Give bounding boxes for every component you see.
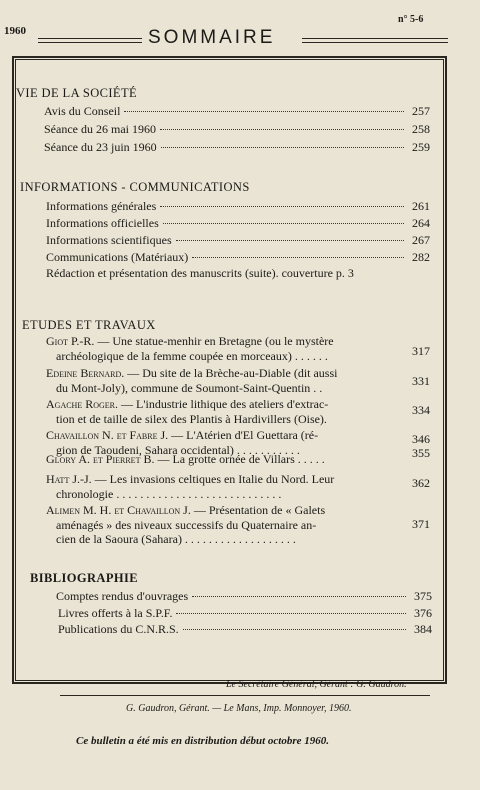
toc-page: 267 [412,233,430,247]
toc-page: 259 [412,140,430,154]
article-page: 331 [412,374,430,388]
toc-row [58,622,432,637]
toc-page: 264 [412,216,430,230]
leader-dots [176,613,406,614]
leader-dots [176,240,404,241]
toc-label: Séance du 26 mai 1960 [44,122,156,136]
toc-page: 384 [414,622,432,636]
article-title-line: aménagés » des niveaux successifs du Quaternaire an- [56,517,317,532]
article-title-line: — Une statue-menhir en Bretagne (ou le mystère [97,334,334,348]
toc-row [46,216,430,231]
page-title: SOMMAIRE [148,27,276,48]
article-title-line: — Présentation de « Galets [193,503,326,517]
toc-page: 376 [414,606,432,620]
distribution-line: Ce bulletin a été mis en distribution début octobre 1960. [76,735,330,747]
section-heading-biblio: BIBLIOGRAPHIE [30,571,139,585]
article-author: Chavaillon N. et Fabre J. [46,428,169,442]
header-rule-right [302,38,448,43]
leader-dots [163,223,404,224]
toc-label: Communications (Matériaux) [46,250,189,264]
toc-label: Comptes rendus d'ouvrages [56,589,189,603]
article-title-line: du Mont-Joly), commune de Soumont-Saint-Quentin . . [56,380,323,395]
article-page: 371 [412,517,430,531]
toc-label: Informations officielles [46,216,159,230]
article-page: 317 [412,344,430,358]
article-author: Giot P.-R. [46,334,95,348]
toc-label: Avis du Conseil [44,104,121,118]
toc-page: 375 [414,589,432,603]
issue-number: n° 5-6 [398,14,424,25]
article-author: Edeine Bernard. [46,366,125,380]
article-page: 355 [412,446,430,460]
leader-dots [124,111,404,112]
leader-dots [183,629,406,630]
article-title-line: — Du site de la Brèche-au-Diable (dit aussi [127,366,338,380]
toc-label: Informations scientifiques [46,233,172,247]
year-label: 1960 [4,25,26,37]
printer-line: G. Gaudron, Gérant. — Le Mans, Imp. Monnoyer, 1960. [126,703,352,714]
toc-row [46,233,430,248]
article-title-line: tion et de taille de silex des Plantis à Hardivillers (Oise). [56,411,327,426]
toc-label: Informations générales [46,199,157,213]
article-page: 334 [412,403,430,417]
section-heading-info: INFORMATIONS - COMMUNICATIONS [20,180,250,194]
article-author: Hatt J.-J. [46,472,92,486]
toc-row [46,199,430,214]
leader-dots [160,206,404,207]
article-title-line: gion de Taoudeni, Sahara occidental) . . . . . . . . . . . [56,442,300,457]
leader-dots [160,129,404,130]
redaction-text: Rédaction et présentation des manuscrits (suite). couverture p. 3 [46,266,354,280]
toc-page: 282 [412,250,430,264]
toc-row [44,140,430,155]
section-heading-etudes: ETUDES ET TRAVAUX [22,318,156,332]
article-title-line: archéologique de la femme coupée en morceaux) . . . . . . [56,348,328,363]
article-entry [46,334,430,363]
toc-page: 257 [412,104,430,118]
toc-label: Livres offerts à la S.P.F. [58,606,173,620]
article-title-line: cien de la Saoura (Sahara) . . . . . . . . . . . . . . . . . . . [56,532,296,546]
toc-page: 261 [412,199,430,213]
toc-label: Publications du C.N.R.S. [58,622,179,636]
article-title-line: — La grotte ornée de Villars . . . . . [157,452,325,466]
article-title-line: chronologie . . . . . . . . . . . . . . . . . . . . . . . . . . . . [56,486,282,501]
article-author: Agache Roger. [46,397,119,411]
toc-row [58,606,432,621]
leader-dots [161,147,404,148]
article-entry [46,366,430,395]
article-entry [46,397,430,426]
toc-row [56,589,432,604]
toc-row [44,104,430,119]
article-title-line: — L'industrie lithique des ateliers d'extrac- [121,397,329,411]
leader-dots [192,257,404,258]
article-page: 346 [412,432,430,446]
article-entry [46,472,430,501]
article-author: Alimen M. H. et Chavaillon J. [46,503,191,517]
article-title-line: — L'Atérien d'El Guettara (ré- [171,428,319,442]
article-page: 362 [412,476,430,490]
redaction-line [46,266,430,281]
toc-row [44,122,430,137]
secretary-line: Le Secrétaire Général, Gérant : G. Gaudron. [226,679,407,690]
toc-row [46,250,430,265]
article-author: Glory A. et Pierret B. [46,452,155,466]
toc-page: 258 [412,122,430,136]
article-entry [46,503,430,547]
leader-dots [192,596,406,597]
toc-label: Séance du 23 juin 1960 [44,140,157,154]
footer-rule [60,695,430,696]
section-heading-vie: VIE DE LA SOCIÉTÉ [16,86,138,100]
header-rule-left [38,38,142,43]
article-title-line: — Les invasions celtiques en Italie du Nord. Leur [94,472,335,486]
